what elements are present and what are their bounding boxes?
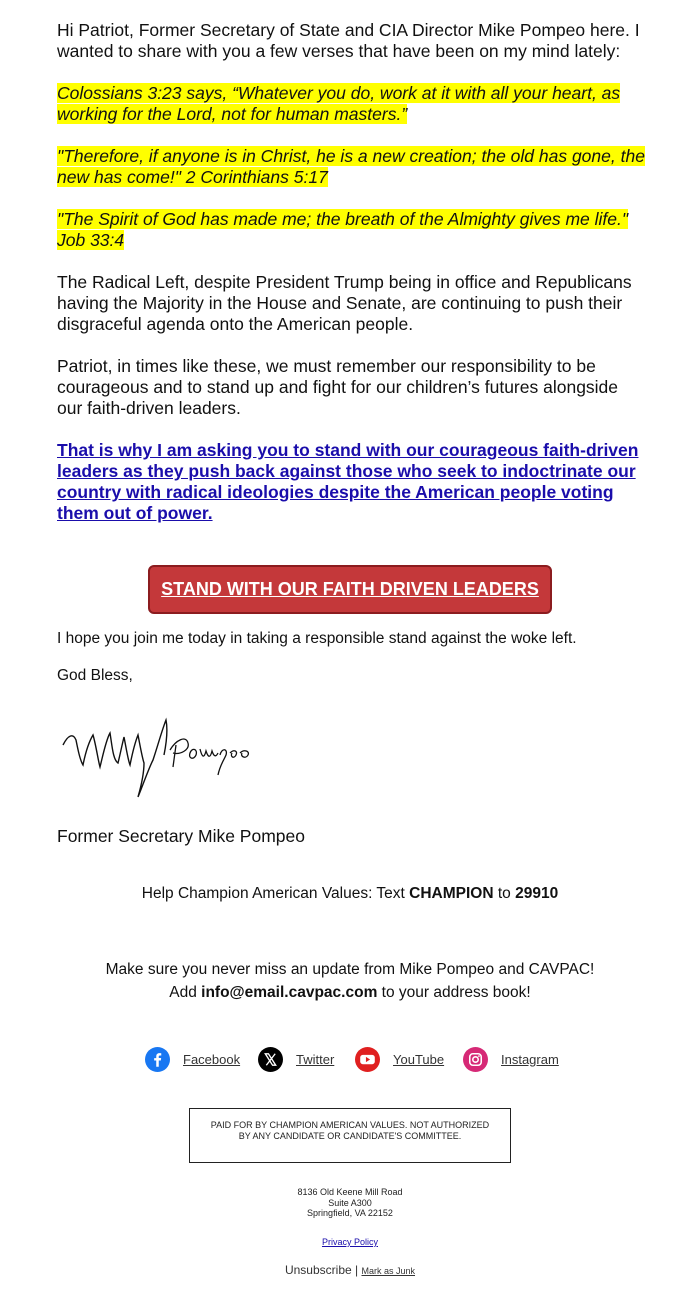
text-keyword: CHAMPION [409, 885, 494, 902]
footer-actions [0, 1263, 700, 1277]
paid-for-disclaimer: PAID FOR BY CHAMPION AMERICAN VALUES. NOT AUTHORIZED BY ANY CANDIDATE OR CANDIDATE'S COMMITTEE. [189, 1108, 511, 1163]
social-instagram[interactable]: Instagram [463, 1046, 559, 1072]
address-book-notice: Make sure you never miss an update from Mike Pompeo and CAVPAC! Add info@email.cavpac.com to your address book! [105, 961, 595, 1001]
signature-graphic [58, 705, 258, 805]
email-body [57, 20, 647, 524]
paragraph-responsibility: Patriot, in times like these, we must remember our responsibility to be courageous and to stand up and fight for our children’s futures alongside our faith-driven leaders. [57, 356, 619, 418]
social-twitter[interactable]: Twitter [258, 1046, 334, 1072]
privacy-policy-link[interactable]: Privacy Policy [321, 1237, 378, 1247]
verse-3: "The Spirit of God has made me; the breath of the Almighty gives me life." Job 33:4 [57, 209, 629, 250]
youtube-icon [355, 1047, 380, 1072]
social-links [145, 1046, 565, 1072]
social-youtube[interactable]: YouTube [355, 1046, 444, 1072]
cta-link[interactable]: That is why I am asking you to stand with our courageous faith-driven leaders as they push back against those who seek to indoctrinate our country with radical ideologies despite the American people voting them out of power. [57, 440, 639, 523]
verse-2: "Therefore, if anyone is in Christ, he is a new creation; the old has gone, the new has come!" 2 Corinthians 5:17 [57, 146, 645, 187]
sender-email: info@email.cavpac.com [201, 984, 378, 1001]
cta-button-wrapper [148, 565, 552, 614]
text-number: 29910 [515, 885, 559, 902]
signature-image [58, 705, 258, 805]
footer-separator: | [355, 1263, 359, 1277]
facebook-icon [145, 1047, 170, 1072]
paragraph-radical-left: The Radical Left, despite President Trump being in office and Republicans having the Majority in the House and Senate, are continuing to push their disgraceful agenda onto the American people. [57, 272, 632, 334]
intro-paragraph: Hi Patriot, Former Secretary of State and CIA Director Mike Pompeo here. I wanted to share with you a few verses that have been on my mind lately: [57, 20, 640, 61]
stand-with-leaders-button[interactable]: STAND WITH OUR FAITH DRIVEN LEADERS [148, 565, 552, 614]
signature-name: Former Secretary Mike Pompeo [57, 826, 305, 846]
text-to-join-line: Help Champion American Values: Text CHAMPION to 29910 [141, 885, 559, 902]
verse-1: Colossians 3:23 says, “Whatever you do, work at it with all your heart, as working for the Lord, not for human masters.” [57, 83, 621, 124]
unsubscribe-link[interactable]: Unsubscribe [284, 1263, 352, 1277]
privacy-row [0, 1232, 700, 1250]
social-facebook[interactable]: Facebook [145, 1046, 240, 1072]
closing: God Bless, [57, 667, 133, 684]
cta-paragraph [57, 440, 647, 524]
mailing-address: 8136 Old Keene Mill Road Suite A300 Springfield, VA 22152 [297, 1187, 403, 1218]
hope-paragraph: I hope you join me today in taking a responsible stand against the woke left. [57, 630, 577, 647]
x-icon [258, 1047, 283, 1072]
mark-as-junk-link[interactable]: Mark as Junk [361, 1266, 416, 1276]
instagram-icon [463, 1047, 488, 1072]
